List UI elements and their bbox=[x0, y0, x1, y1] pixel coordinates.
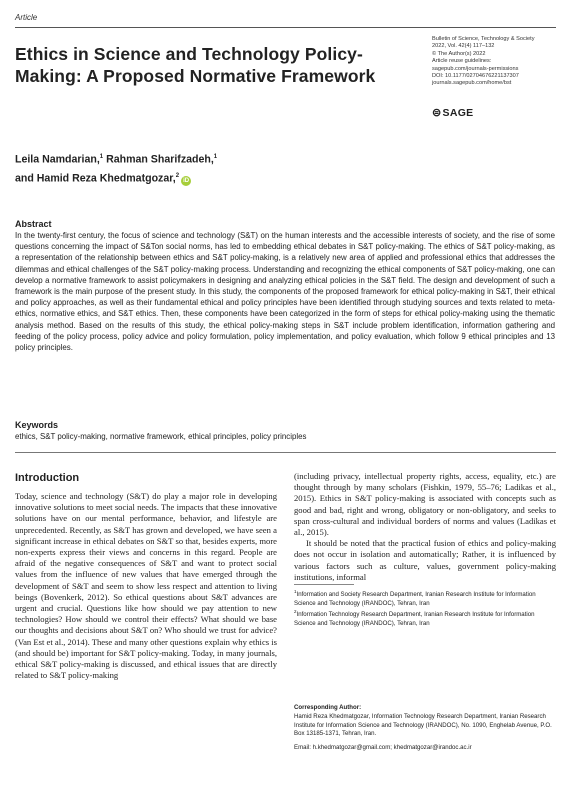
keywords-heading: Keywords bbox=[15, 420, 59, 430]
body-paragraph: Today, science and technology (S&T) do play a major role in developing innovative solutions to meet social needs. The impacts that these innovative solutions have on our mental performance, behavior, and lifestyle are unprecedented. Recently, as S&T has grown and developed, we have seen a significant increase in ethical debates on S&T so that, besides experts, more non-experts express their views and concerns in this regard. People are afraid of the negative consequences of S&T and want to protect social values from the influence of new values that have emerged through the development of S&T and seem to show less respect and attention to living beings (Bovenkerk, 2012). So ethical questions about S&T advances are urgent and crucial. Questions like how should we pay attention to new technologies? How should we control their effects? What should we base our thoughts and decisions about S&T on? Who should we trust for advice? (Van Est et al., 2014). These and many other questions explain why ethics is (and should be) important for S&T policy-making. Today, in many journals, ethical S&T policy-making is discussed, and ethical issues that are directly related to S&T policy-making bbox=[15, 491, 277, 681]
author-name: and Hamid Reza Khedmatgozar, bbox=[15, 172, 176, 185]
permissions-link[interactable]: sagepub.com/journals-permissions bbox=[432, 65, 519, 72]
body-column-left bbox=[15, 491, 277, 681]
author-name: Rahman Sharifzadeh, bbox=[103, 153, 214, 166]
section-divider bbox=[15, 452, 556, 453]
author-name: Leila Namdarian, bbox=[15, 153, 100, 166]
journal-homepage-link[interactable]: journals.sagepub.com/home/bst bbox=[432, 80, 512, 87]
footnote-marker: 1 bbox=[294, 589, 297, 594]
body-column-right bbox=[294, 471, 556, 583]
orcid-icon[interactable]: iD bbox=[183, 178, 190, 185]
body-paragraph: (including privacy, intellectual property rights, access, equality, etc.) are thought through by many scholars (Fishkin, 1979, 55–76; Ladikas et al., 2015). Ethics in S&T policy-making is associated with concepts such as good and bad, right and wrong, obligatory or non-obligatory, and seeks to span cross-cultural and individual borders of norms and values (Ladikas et al., 2015). bbox=[294, 471, 556, 538]
author-line-1 bbox=[15, 149, 395, 168]
corresponding-author bbox=[294, 704, 556, 752]
author-line-2 bbox=[15, 168, 395, 187]
doi-link[interactable]: DOI: 10.1177/02704676221137307 bbox=[432, 73, 519, 80]
footnote-2 bbox=[294, 608, 556, 628]
abstract-heading: Abstract bbox=[15, 219, 52, 229]
footnote-1 bbox=[294, 588, 556, 608]
journal-copyright: © The Author(s) 2022 bbox=[432, 50, 486, 57]
introduction-heading: Introduction bbox=[15, 472, 80, 484]
corresponding-author-heading: Corresponding Author: bbox=[294, 704, 362, 711]
reuse-guidelines-label: Article reuse guidelines: bbox=[432, 58, 492, 65]
keywords-text: ethics, S&T policy-making, normative framework, ethical principles, policy principles bbox=[15, 432, 307, 441]
affiliation-marker: 1 bbox=[213, 154, 218, 160]
author-list bbox=[15, 149, 395, 186]
affiliation-marker: 2 bbox=[175, 172, 180, 179]
affiliation-footnotes bbox=[294, 588, 556, 628]
corresponding-author-address: Hamid Reza Khedmatgozar, Information Technology Research Department, Iranian Research Institute for Information Science and Technology (IRANDOC), No. 1090, Enghelab Avenue, P.O. Box 13185-1371, Tehran, Iran. bbox=[294, 713, 552, 738]
corresponding-author-email[interactable]: Email: h.khedmatgozar@gmail.com; khedmatgozar@irandoc.ac.ir bbox=[294, 743, 472, 751]
publisher-logo bbox=[432, 106, 474, 119]
affiliation-marker: 1 bbox=[99, 154, 104, 160]
journal-volume: 2022, Vol. 42(4) 117–132 bbox=[432, 43, 495, 50]
abstract-text: In the twenty-first century, the focus of science and technology (S&T) on the human interests and the accessible interests of society, and the rise of some questions concerning the impact of S&Ton social norms, has led to embedding ethical debates in S&T policy-making. The ethics of S&T policy-making, as a representation of the relationship between ethics and S&T policy-making, is a relatively new area of applied and professional ethics that addresses the dilemmas and ethical challenges of the S&T policy-making process. Understanding and recognizing the ethical components of S&T policy-making, one can develop a normative framework to assist policymakers in designing and analyzing ethical policies in the S&T field. The design and development of such a framework is the main purpose of the present study. In this study, the components of the proposed framework for ethical policy-making in S&T, their ethical and policy approaches, as well as their fundamental ethical and policy principles have been identified through studying sources and texts related to meta-ethics, normative ethics, and S&T ethics. Then, these components have been categorized in the form of steps for ethical policy-making using the thematic analysis method. Based on the results of this study, the ethical policy-making steps in S&T include problem identification, information gathering and feeding of the policy process, policy advice and policy formulation, policy implementation, and policy evaluation, which follow 9 ethical principles and 13 policy principles. bbox=[15, 231, 555, 353]
footnote-rule bbox=[294, 584, 354, 585]
sage-mark-icon: ⊜ bbox=[432, 107, 442, 119]
publisher-name: SAGE bbox=[442, 106, 474, 119]
header-rule bbox=[15, 27, 556, 28]
journal-info bbox=[432, 36, 562, 88]
paper-title: Ethics in Science and Technology Policy-Making: A Proposed Normative Framework bbox=[15, 44, 376, 86]
footnote-text: Information Technology Research Department, Iranian Research Institute for Information Science and Technology (IRANDOC), Tehran, Iran bbox=[294, 611, 535, 627]
article-type-label: Article bbox=[15, 13, 38, 22]
footnote-marker: 2 bbox=[294, 609, 297, 615]
journal-name: Bulletin of Science, Technology & Society bbox=[432, 36, 535, 42]
footnote-text: Information and Society Research Department, Iranian Research Institute for Information Science and Technology (IRANDOC), Tehran, Iran bbox=[294, 591, 536, 607]
body-paragraph: It should be noted that the practical fusion of ethics and policy-making does not occur in isolation and automatically; Rather, it is influenced by various factors such as culture, values, government policy-making institutions, informal bbox=[294, 538, 556, 582]
